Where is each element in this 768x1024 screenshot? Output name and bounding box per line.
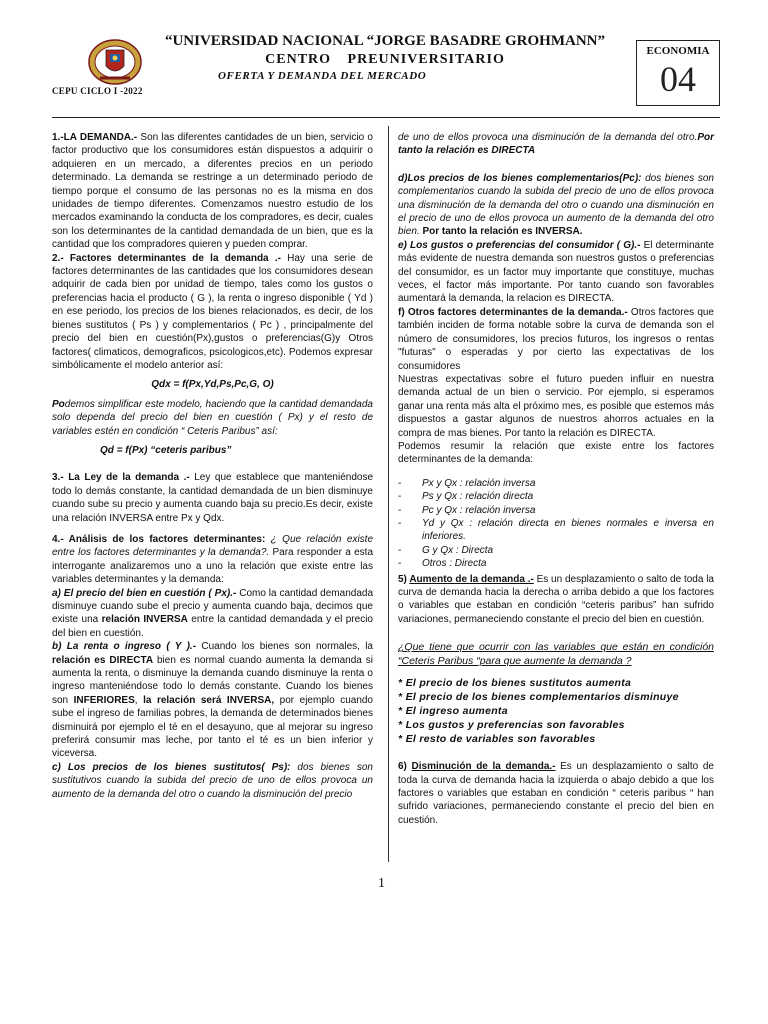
item-d: d)Los precios de los bienes complementarios(Pc): dos bienes son complementarios cuando la subida del precio de uno de ellos provoca una disminución de la demanda del otro o cuando una disminución en el precio de uno de ellos provoca un aumento de la demanda del otro bien. Por tanto la relación es INVERSA. [398,172,714,238]
list-item: - Px y Qx : relación inversa [398,477,714,490]
university-title: “UNIVERSIDAD NACIONAL “JORGE BASADRE GROHMANN” [164,33,606,49]
subject-box [636,40,720,106]
paragraph-analisis: 4.- Análisis de los factores determinantes: ¿ Que relación existe entre los factores determinantes y la demanda?. Para responder a esta interrogante analizaremos uno a uno la relación que existe entre las variables determinantes y la demanda: [52,533,374,586]
formula-qdx: Qdx = f(Px,Yd,Ps,Pc,G, O) [151,379,274,391]
center-title: CENTRO PREUNIVERSITARIO [265,52,505,67]
list-item: * El precio de los bienes complementarios disminuye [398,691,679,704]
item-a: a) El precio del bien en cuestión ( Px).- Como la cantidad demandada disminuye cuando sube el precio y aumenta cuando baja, decimos que existe una relación INVERSA entre la cantidad demandada y el precio del bien en cuestión. [52,587,374,639]
right-column [398,131,714,827]
paragraph-factores: 2.- Factores determinantes de la demanda .- Hay una serie de factores determinantes de las cantidades que los consumidores desean adquirir de cada bien por unidad de tiempo, tales como los gustos o preferencias hacia el producto ( G ), la renta o ingreso disponible ( Yd ) en ese periodo, los precios de los bienes relacionados, es decir, de los bienes sustitutos ( Ps ) y complementarios ( Pc ) , principalmente del precio del bien en cuestión(Px),gustos o preferencias(G)y Otros factores( climaticos, demograficos, psicologicos,etc). Podemos expresar simbólicamente el modelo anterior así: [52,252,373,371]
paragraph-aumento: 5) Aumento de la demanda .- Es un desplazamiento o salto de toda la curva de demanda hacia la derecha o arriba debido a que los factores o variables que estaban en condición “ceteris paribus” han sufrido variaciones, permaneciendo constante el precio del bien en cuestión. [398,573,714,625]
unit-number: 04 [660,59,696,99]
list-item: - Otros : Directa [398,557,714,570]
paragraph-disminucion: 6) Disminución de la demanda.- Es un desplazamiento o salto de toda la curva de demanda hacia la izquierda o abajo debido a que los factores o variables que estaban en condición “ ceteris paribus “ han sufrido variaciones, permaneciendo constante el precio del bien en cuestión. [398,761,714,826]
page-number: 1 [378,876,385,891]
header-divider [52,117,720,118]
list-item: * El ingreso aumenta [398,705,508,718]
item-c-continued: de uno de ellos provoca una disminución de la demanda del otro.Por tanto la relación es DIRECTA [398,132,714,157]
formula-qd: Qd = f(Px) “ceteris paribus” [100,444,232,456]
left-column [52,131,373,801]
item-f: f) Otros factores determinantes de la demanda.- Otros factores que también inciden de forma notable sobre la curva de demanda son el número de consumidores, los precios futuros, los ingresos o rentas "futuras" o esperadas y por cierto las expectativas de los consumidores [398,306,714,372]
item-e: e) Los gustos o preferencias del consumidor ( G).- El determinante más evidente de nuestra demanda son nuestros gustos o preferencias del consumidor, es un factor muy importante que constituye, muchas veces, el factor más importante. Por tanto cuando son favorables aumentará la demanda, la relacion es DIRECTA. [398,239,714,305]
item-c: c) Los precios de los bienes sustitutos( Ps): dos bienes son sustitutivos cuando la subida del precio de uno de ellos provoca un aumento de la demanda del otro o cuando la disminución del precio [52,761,373,800]
relations-list [398,477,714,571]
list-item: - G y Qx : Directa [398,544,714,557]
conditions-list [398,676,714,746]
paragraph-expectativas: Nuestras expectativas sobre el futuro pueden influir en nuestra demanda actual de un bien o servicio. Por ejemplo, si esperamos ganar una renta más alta el próximo mes, es posible que estemos más dispuestos a gastar algunos de nuestros ahorros actuales en la compra de mas bienes. Por tanto la relación es DIRECTA. [398,373,714,439]
paragraph-simplificar: Podemos simplificar este modelo, haciendo que la cantidad demandada solo dependa del precio del bien en cuestión ( Px) y el resto de variables estén en condición “ Ceteris Paribus” así: [52,398,373,437]
university-seal-logo [86,38,144,86]
item-b: b) La renta o ingreso ( Y ).- Cuando los bienes son normales, la relación es DIRECTA bien es normal cuando aumenta la demanda si aumenta la renta, o disminuye la demanda cuando disminuye la renta o ingreso manteniéndose todo lo demás constante. Cuando los bienes son INFERIORES, la relación será INVERSA, por ejemplo cuando sube el ingreso de familias pobres, la demanda de determinados bienes disminuirá por ejemplo el té en el desayuno, que al mejorar su ingreso preferirá consumir mas leche, por tanto el té es un bien inferior y viceversa. [52,641,373,760]
paragraph-ley: 3.- La Ley de la demanda .- Ley que establece que manteniéndose todo lo demás constante, la cantidad demandada de un bien disminuye cuando sube su precio y aumenta cuando baja su precio.Es decir, existe una relación INVERSA entre Px y Qdx. [52,472,374,524]
list-item: - Pc y Qx : relación inversa [398,504,714,517]
paragraph-demanda: 1.-LA DEMANDA.- Son las diferentes cantidades de un bien, servicio o factor productivo que los consumidores están dispuestos a adquirir o adquieren en un mercado, a diferentes precios en un periodo determinado. La demanda se restringe a un determinado periodo de tiempo porque el consumo de las personas no es la misma en dos unidades de tiempo diferentes. Comenzamos nuestro estudio de los mercados examinando la conducta de los compradores, es decir, cuales son los determinantes de la cantidad demandada de un bien, que es la cantidad que los compradores quieren y pueden comprar. [52,132,373,251]
list-item: * El resto de variables son favorables [398,733,596,746]
list-item: * El precio de los bienes sustitutos aumenta [398,677,632,690]
page-header [0,0,768,115]
list-item: * Los gustos y preferencias son favorables [398,719,625,732]
topic-title: OFERTA Y DEMANDA DEL MERCADO [218,70,427,82]
list-item: - Yd y Qx : relación directa en bienes normales e inversa en inferiores. [398,517,714,544]
list-item: - Ps y Qx : relación directa [398,490,714,503]
cycle-label: CEPU CICLO I -2022 [52,86,143,96]
question-ceteris-paribus: ¿Que tiene que ocurrir con las variables que están en condición “Ceteris Paribus “para que aumente la demanda ? [398,641,714,668]
column-divider [388,126,389,862]
subject-label: ECONOMIA [646,45,710,57]
paragraph-resumen: Podemos resumir la relación que existe entre los factores determinantes de la demanda: [398,440,714,466]
